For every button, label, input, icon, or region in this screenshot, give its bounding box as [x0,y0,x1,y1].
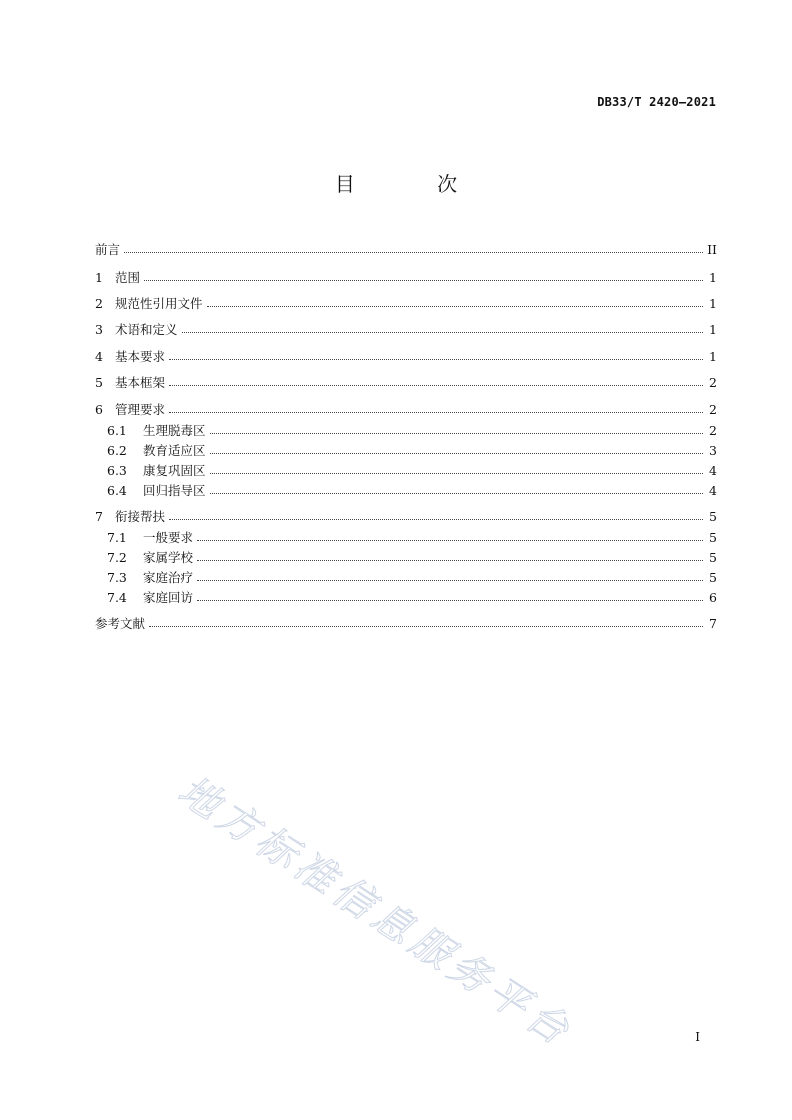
dot-leader [169,358,703,360]
toc-entry-label: 家庭回访 [143,590,194,605]
dot-leader [207,305,703,307]
toc-entry-number: 6.2 [107,442,127,458]
toc-entry-4[interactable] [95,347,717,365]
toc-entry-number: 3 [95,321,103,337]
toc-entry-page: 2 [709,422,717,438]
toc-entry-number: 7.4 [107,589,127,605]
toc-entry-number: 7.2 [107,549,127,565]
toc-entry-label: 范围 [115,270,141,285]
toc-entry-7-1[interactable] [107,528,717,546]
toc-entry-label: 术语和定义 [115,322,178,337]
toc-entry-6-1[interactable] [107,421,717,439]
toc-entry-6-3[interactable] [107,461,717,479]
toc-entry-page: 1 [709,295,717,311]
toc-entry-6[interactable] [95,400,717,418]
toc-entry-label: 规范性引用文件 [115,296,203,311]
dot-leader [210,492,703,494]
toc-entry-foreword[interactable] [95,240,717,258]
dot-leader [169,518,703,520]
toc-entry-page: 1 [709,348,717,364]
dot-leader [210,452,703,454]
toc-entry-number: 4 [95,348,103,364]
dot-leader [124,251,703,253]
toc-entry-page: 1 [709,269,717,285]
watermark: 地方标准信息服务平台 [170,767,581,1057]
toc-entry-6-2[interactable] [107,441,717,459]
toc-entry-page: 5 [709,549,717,565]
dot-leader [197,579,703,581]
toc-entry-number: 6.3 [107,462,127,478]
toc-entry-label: 家属学校 [143,550,194,565]
dot-leader [210,472,703,474]
toc-entry-number: 1 [95,269,103,285]
dot-leader [169,384,703,386]
toc-entry-label: 一般要求 [143,530,194,545]
toc-entry-label: 前言 [95,242,121,257]
toc-entry-page: 7 [709,615,717,631]
toc-entry-number: 2 [95,295,103,311]
toc-entry-page: 5 [709,569,717,585]
toc-entry-number: 6 [95,401,103,417]
toc-entry-5[interactable] [95,373,717,391]
toc-entry-label: 康复巩固区 [143,463,206,478]
toc-title: 目 次 [334,172,496,196]
toc-entry-references[interactable] [95,614,717,632]
toc-entry-label: 基本要求 [115,349,166,364]
toc-entry-page: 1 [709,321,717,337]
toc-entry-label: 教育适应区 [143,443,206,458]
toc-entry-1[interactable] [95,268,717,286]
toc-entry-number: 7.1 [107,529,127,545]
toc-entry-page: 4 [709,482,717,498]
toc-entry-label: 管理要求 [115,402,166,417]
toc-entry-7-3[interactable] [107,568,717,586]
toc-entry-label: 生理脱毒区 [143,423,206,438]
toc-entry-7-2[interactable] [107,548,717,566]
toc-entry-number: 6.4 [107,482,127,498]
dot-leader [197,599,703,601]
page-number: I [695,1030,700,1044]
toc-entry-3[interactable] [95,320,717,338]
dot-leader [210,432,703,434]
toc-entry-label: 回归指导区 [143,483,206,498]
dot-leader [197,559,703,561]
dot-leader [182,331,703,333]
toc-entry-page: 4 [709,462,717,478]
toc-entry-6-4[interactable] [107,481,717,499]
dot-leader [169,411,703,413]
dot-leader [149,625,703,627]
toc-entry-7[interactable] [95,507,717,525]
dot-leader [197,539,703,541]
toc-entry-page: 2 [709,374,717,390]
toc-entry-label: 衔接帮扶 [115,509,166,524]
dot-leader [144,279,703,281]
toc-entry-number: 5 [95,374,103,390]
toc-entry-number: 6.1 [107,422,127,438]
toc-entry-number: 7.3 [107,569,127,585]
toc-entry-number: 7 [95,508,103,524]
toc-entry-page: II [707,241,717,257]
toc-entry-page: 2 [709,401,717,417]
toc-entry-2[interactable] [95,294,717,312]
toc-entry-page: 6 [709,589,717,605]
toc-entry-page: 5 [709,529,717,545]
toc-entry-page: 5 [709,508,717,524]
document-code: DB33/T 2420—2021 [597,95,716,109]
toc-entry-7-4[interactable] [107,588,717,606]
toc-entry-label: 家庭治疗 [143,570,194,585]
toc-entry-label: 基本框架 [115,375,166,390]
toc-entry-label: 参考文献 [95,616,146,631]
toc-entry-page: 3 [709,442,717,458]
